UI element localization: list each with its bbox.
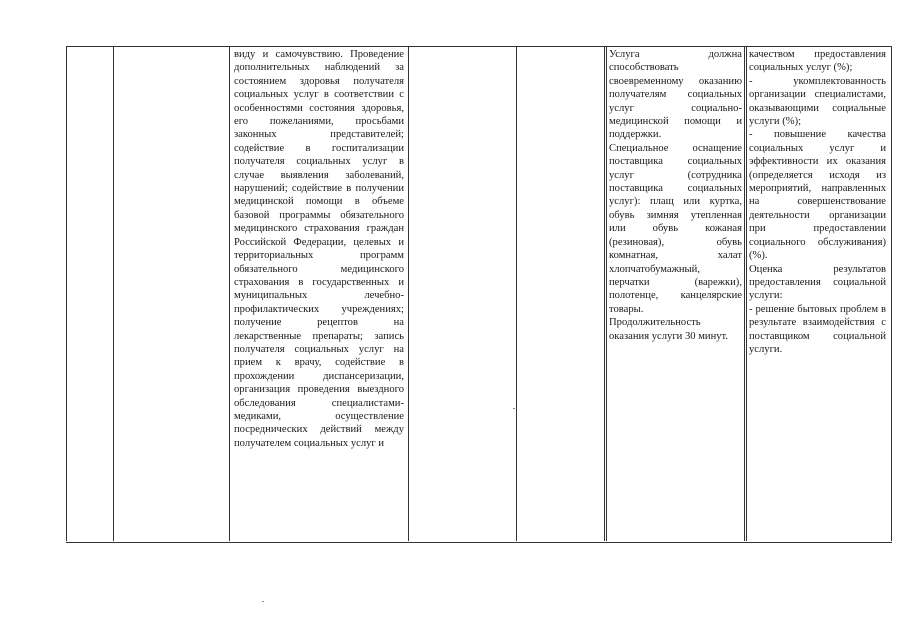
equipment-paragraph: Специальное оснащение поставщика социальных услуг (сотрудника поставщика социальных услуг): плащ или куртка, обувь зимняя утепленная или обувь кожаная (резиновая), обувь комнатная, халат хлопчатобумажный, перчатки (варежки), полотенце, канцелярские товары. xyxy=(609,142,742,315)
column-border xyxy=(408,46,409,541)
evaluation-paragraph: - решение бытовых проблем в результате взаимодействия с поставщиком социальной услуги. xyxy=(749,303,886,355)
column-border xyxy=(113,46,114,541)
evaluation-heading: Оценка результатов предоставления социальной услуги: xyxy=(749,263,886,302)
service-description-cell xyxy=(234,48,404,540)
column-border xyxy=(66,46,67,541)
service-description-text: виду и самочувствию. Проведение дополнительных наблюдений за состоянием здоровья получателя социальных услуг в соответствии с особенностями состояния здоровья, его пожеланиями, просьбами законных представителей; содействие в госпитализации получателя социальных услуг в случае выявления заболеваний, нарушений; содействие в получении медицинской помощи в объеме базовой программы обязательного медицинского страхования граждан Российской Федерации, целевых и территориальных программ обязательного медицинского страхования в государственных и муниципальных лечебно-профилактических учреждениях; получение рецептов на лекарственные препараты; запись получателя социальных услуг на прием к врачу, содействие в прохождении диспансеризации, организация проведения выездного обследования специалистами-медиками, осуществление посреднических действий между получателем социальных услуг и xyxy=(234,49,404,449)
quality-indicators-cell xyxy=(749,48,886,356)
scan-speck xyxy=(513,408,515,409)
indicator-paragraph: качеством предоставления социальных услуг (%); xyxy=(749,49,886,74)
scan-speck xyxy=(262,601,264,602)
column-border xyxy=(891,46,892,541)
indicator-paragraph: - повышение качества социальных услуг и эффективности их оказания (определяется исходя из мероприятий, направленных на совершенствование деятельности организации при предоставлении социального обслуживания) (%). xyxy=(749,129,886,262)
column-border xyxy=(229,46,230,541)
column-border xyxy=(604,46,607,541)
conditions-paragraph: Услуга должна способствовать своевременному оказанию получателям социальных услуг социально-медицинской помощи и поддержки. xyxy=(609,49,742,141)
column-border xyxy=(516,46,517,541)
duration-paragraph: Продолжительность оказания услуги 30 минут. xyxy=(609,317,729,342)
column-border xyxy=(744,46,747,541)
service-conditions-cell xyxy=(609,48,742,343)
indicator-paragraph: - укомплектованность организации специалистами, оказывающими социальные услуги (%); xyxy=(749,75,886,128)
